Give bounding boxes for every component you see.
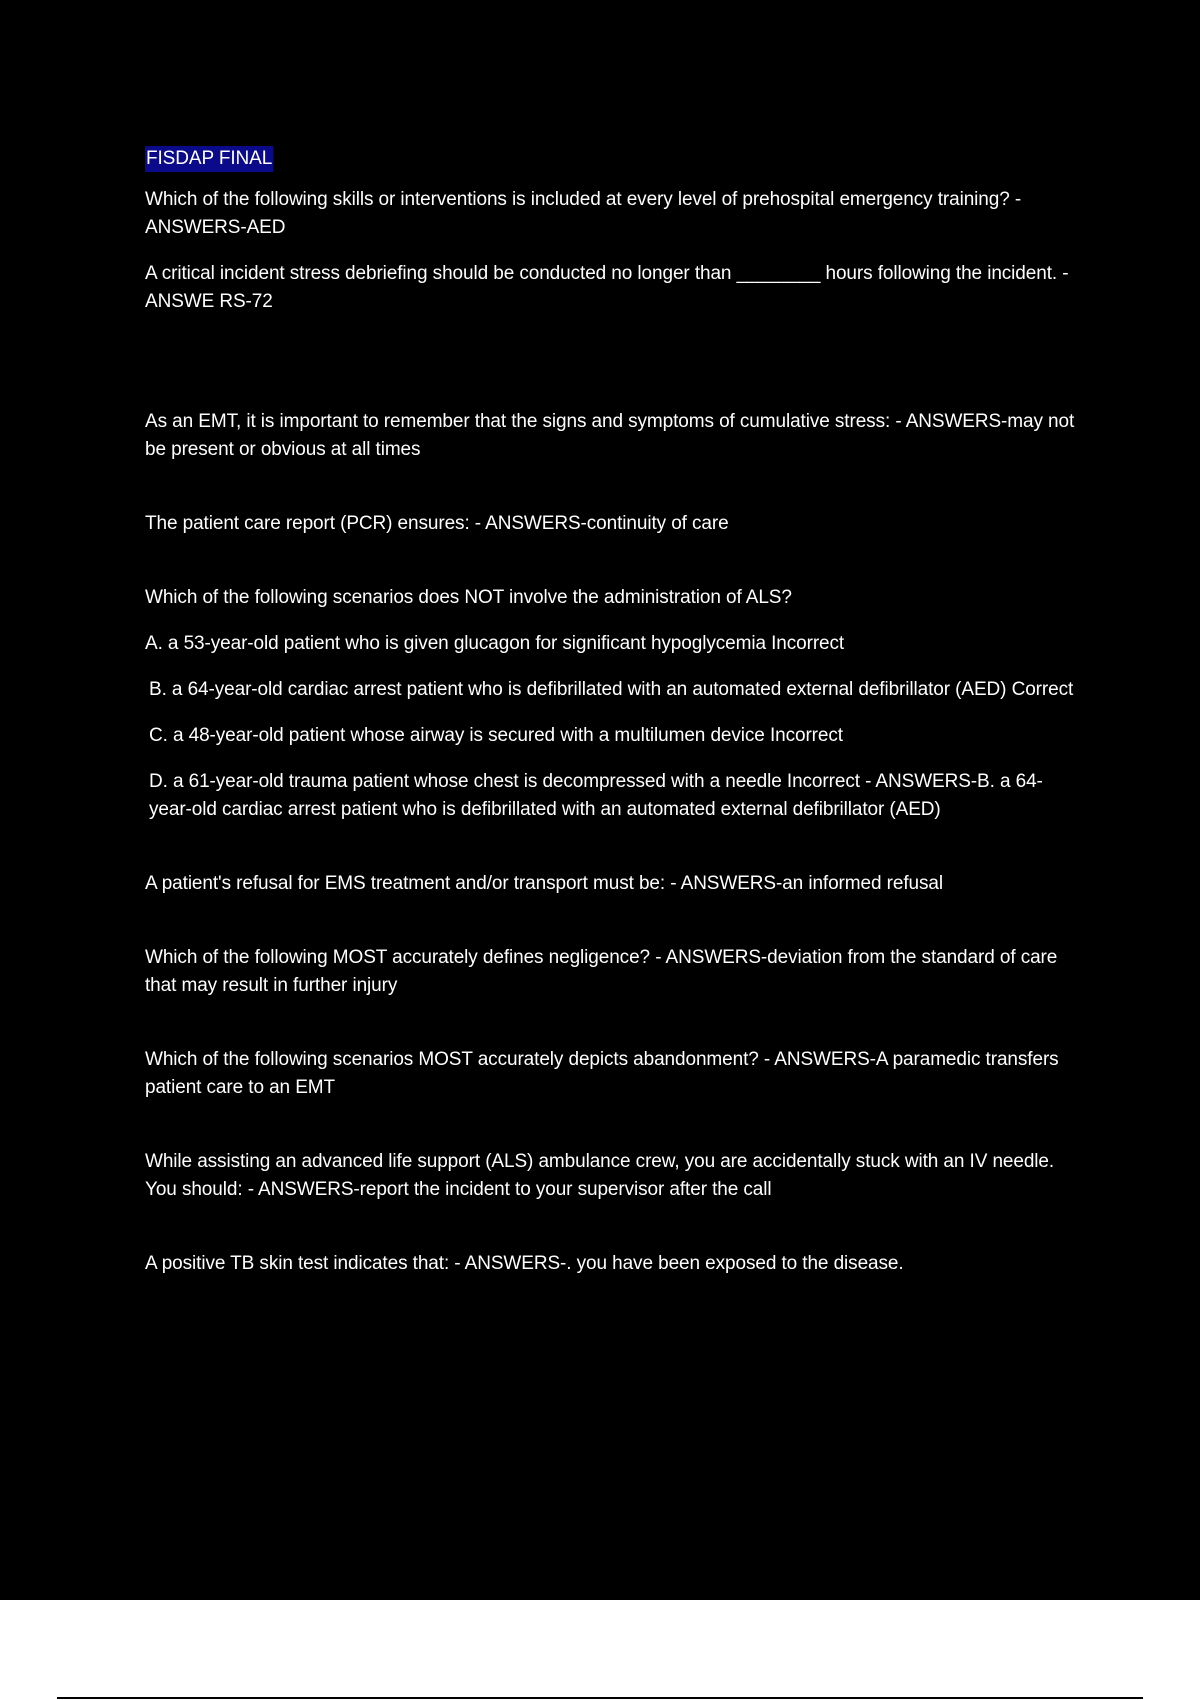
qa-item-needlestick: While assisting an advanced life support (ALS) ambulance crew, you are accidentally stuck with an IV needle. You should: - ANSWERS-report the incident to your supervisor after the call xyxy=(145,1151,1055,1200)
qa-item-abandonment: Which of the following scenarios MOST accurately depicts abandonment? - ANSWERS-A paramedic transfers patient care to an EMT xyxy=(145,1049,1059,1098)
option-d-answer: D. a 61-year-old trauma patient whose chest is decompressed with a needle Incorrect - ANSWERS-B. a 64-year-old cardiac arrest patient who is defibrillated with an automated external defibrillator (AED) xyxy=(149,771,1043,820)
option-a: A. a 53-year-old patient who is given glucagon for significant hypoglycemia Incorrect xyxy=(145,633,845,654)
footer-divider xyxy=(57,1697,1143,1699)
option-b: B. a 64-year-old cardiac arrest patient who is defibrillated with an automated external defibrillator (AED) Correct xyxy=(149,679,1074,700)
qa-item-tb-test: A positive TB skin test indicates that: - ANSWERS-. you have been exposed to the disease. xyxy=(145,1253,904,1274)
qa-item-refusal: A patient's refusal for EMS treatment and/or transport must be: - ANSWERS-an informed refusal xyxy=(145,873,943,894)
qa-item-2: A critical incident stress debriefing should be conducted no longer than ________ hours following the incident. - ANSWE RS-72 xyxy=(145,263,1069,312)
qa-item-negligence: Which of the following MOST accurately defines negligence? - ANSWERS-deviation from the standard of care that may result in further injury xyxy=(145,947,1058,996)
question-als: Which of the following scenarios does NOT involve the administration of ALS? xyxy=(145,587,792,608)
document-title: FISDAP FINAL xyxy=(145,146,273,172)
qa-item-4: The patient care report (PCR) ensures: - ANSWERS-continuity of care xyxy=(145,513,729,534)
qa-item-3: As an EMT, it is important to remember that the signs and symptoms of cumulative stress: - ANSWERS-may not be present or obvious at all times xyxy=(145,411,1075,460)
document-content xyxy=(145,140,1085,1296)
option-c: C. a 48-year-old patient whose airway is secured with a multilumen device Incorrect xyxy=(149,725,843,746)
qa-item-1: Which of the following skills or interventions is included at every level of prehospital emergency training? - ANSWERS-AED xyxy=(145,189,1022,238)
